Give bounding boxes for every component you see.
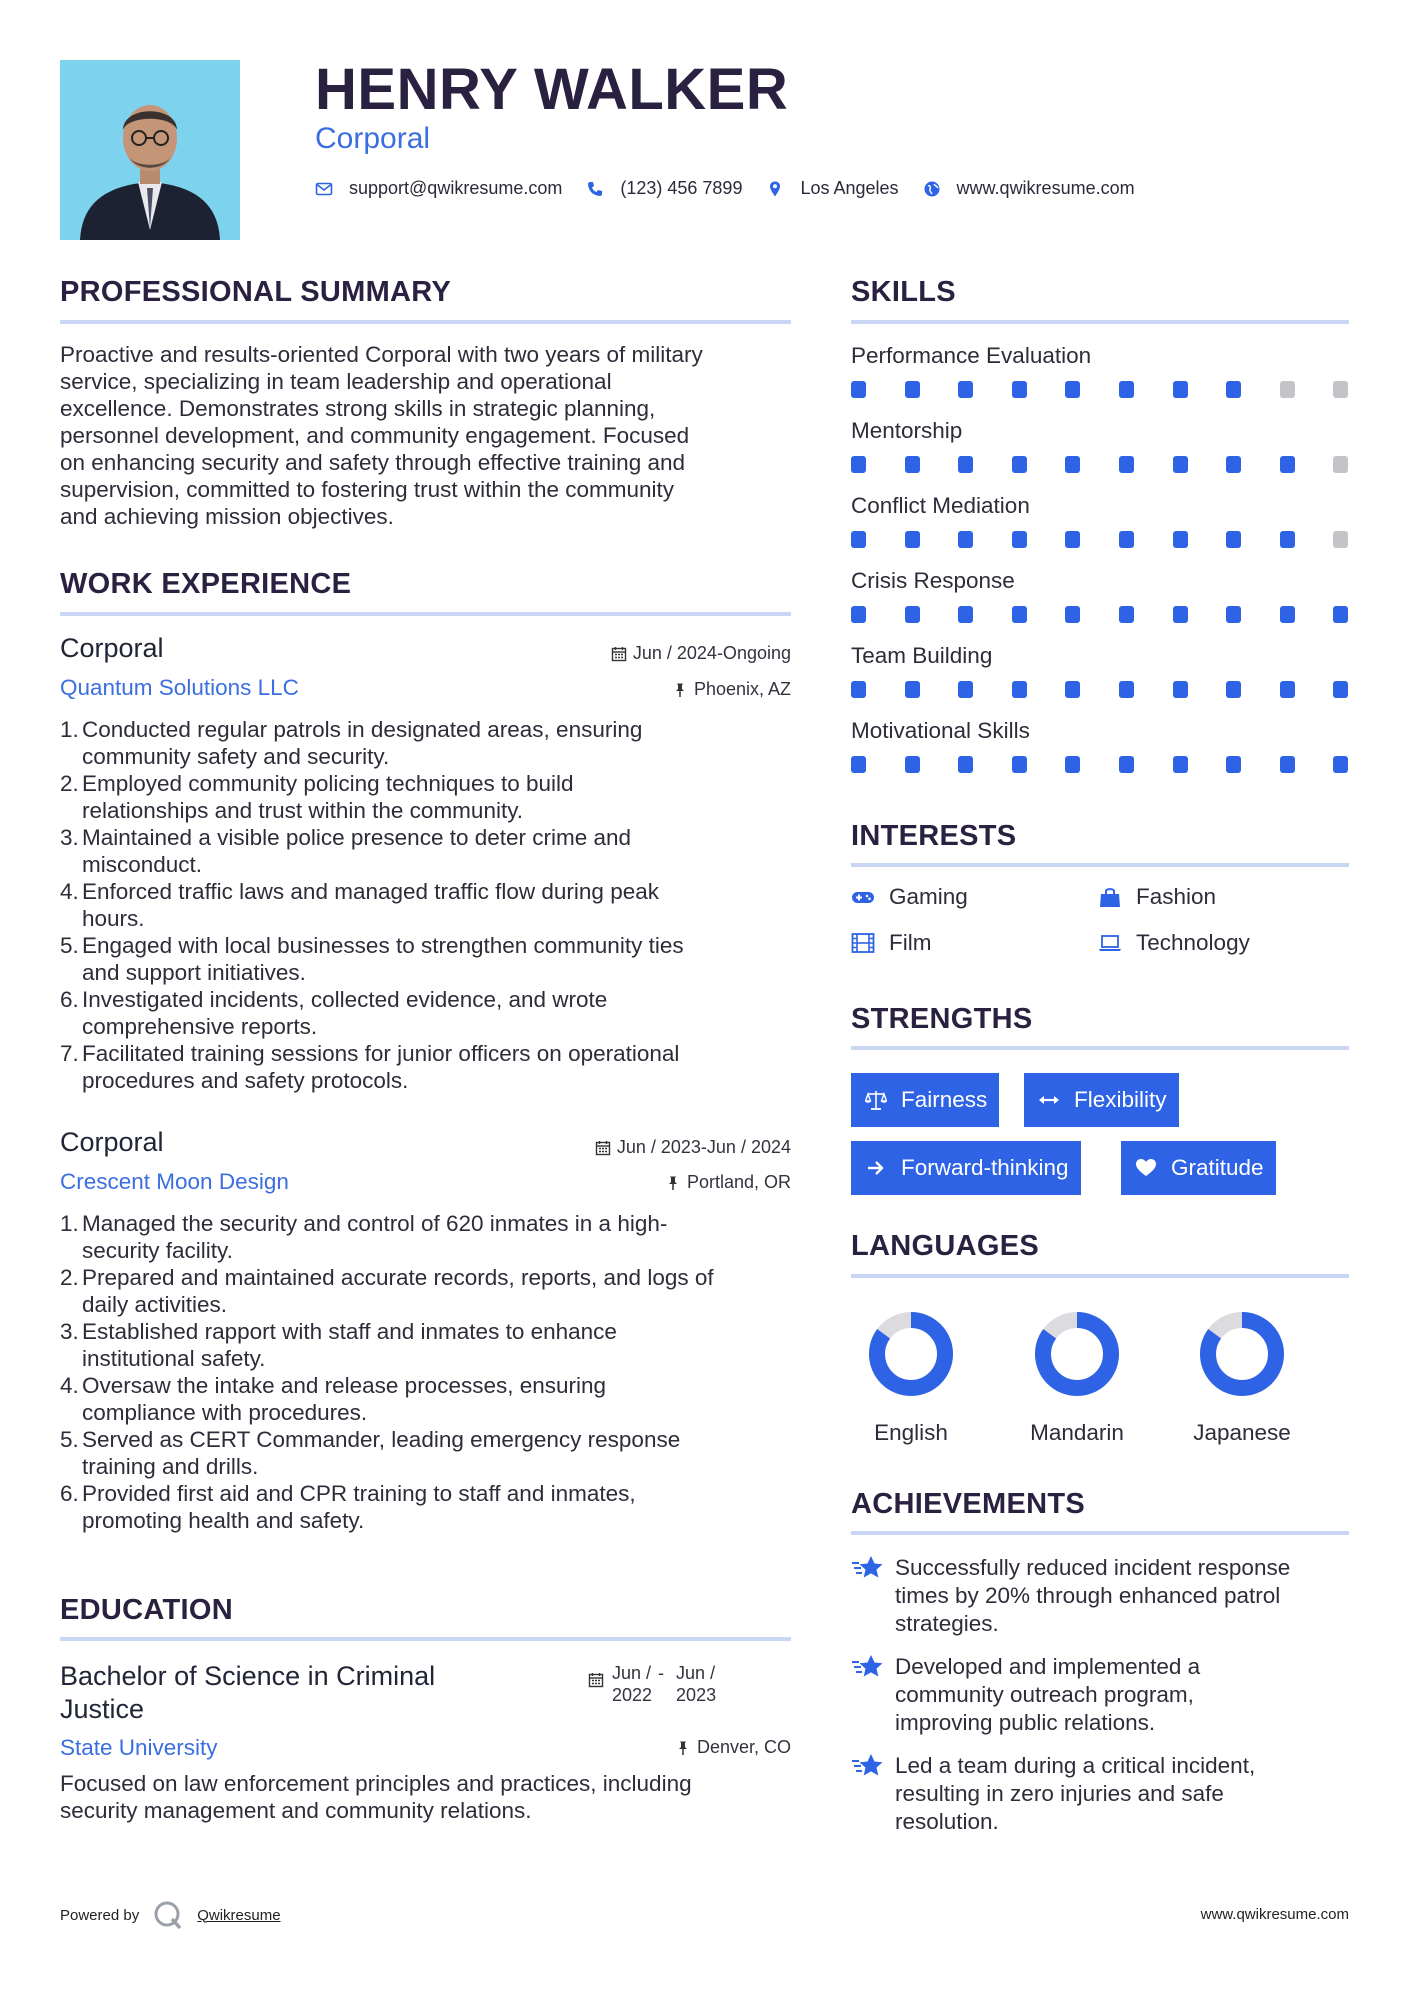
skill-level-dots [851,381,1348,398]
skill-dot-filled [1065,681,1080,698]
language-label: Japanese [1193,1420,1291,1445]
job-dates [595,1137,791,1158]
map-pin-icon [766,180,784,198]
skill-dot-filled [1065,531,1080,548]
job-title: Corporal [60,1127,164,1157]
summary-rule [60,320,791,324]
contact-location [766,178,898,199]
skill-dot-empty [1333,456,1348,473]
skill-label: Motivational Skills [851,718,1030,743]
summary-heading: PROFESSIONAL SUMMARY [60,276,452,308]
skill-dot-filled [1119,456,1134,473]
interest-label: Gaming [889,884,968,909]
skill-dot-filled [1226,681,1241,698]
strength-label: Flexibility [1074,1087,1167,1112]
candidate-name: HENRY WALKER [315,57,789,122]
skill-dot-filled [1065,381,1080,398]
summary-line: excellence. Demonstrates strong skills in strategic planning, [60,396,656,421]
skill-dot-filled [1119,531,1134,548]
strength-chip-flexibility [1024,1073,1179,1127]
education-start: Jun / 2022 [612,1663,653,1705]
achievement-line: Successfully reduced incident response [895,1555,1291,1580]
skill-level-dots [851,606,1348,623]
skill-dot-filled [905,756,920,773]
achievement-line: Developed and implemented a [895,1654,1201,1679]
interest-fashion [1098,884,1216,910]
skill-dot-filled [1333,606,1348,623]
skill-dot-filled [958,681,973,698]
languages-heading: LANGUAGES [851,1230,1039,1262]
education-dates [588,1662,716,1706]
skill-dot-filled [1012,531,1027,548]
qwikresume-link[interactable]: Qwikresume [197,1906,281,1924]
skill-dot-filled [1012,456,1027,473]
envelope-icon [315,180,333,198]
job-bullets [60,1210,795,1534]
interest-label: Technology [1136,930,1250,955]
language-donut [867,1310,955,1398]
shopping-bag-icon [1098,886,1122,908]
skill-dot-filled [1226,531,1241,548]
achievement-line: community outreach program, [895,1682,1194,1707]
skill-dot-filled [1333,681,1348,698]
skill-dot-filled [1173,531,1188,548]
strength-label: Gratitude [1171,1155,1264,1180]
achievement-line: Led a team during a critical incident, [895,1753,1256,1778]
summary-text [60,341,795,530]
gamepad-icon [851,886,875,908]
list-item: 6. Provided first aid and CPR training to staff and inmates, promoting health and safety. [60,1481,636,1533]
company-name[interactable]: Quantum Solutions LLC [60,675,299,700]
skill-dot-filled [851,681,866,698]
degree-line: Justice [60,1694,145,1724]
languages-rule [851,1274,1349,1278]
pushpin-icon [665,1175,681,1191]
skill-dot-empty [1333,381,1348,398]
skill-dot-filled [1333,756,1348,773]
achievement-line: improving public relations. [895,1710,1156,1735]
pushpin-icon [675,1740,691,1756]
star-icon [851,1752,885,1780]
strengths-heading: STRENGTHS [851,1003,1033,1035]
skill-dot-filled [851,381,866,398]
skill-dot-filled [1012,681,1027,698]
skill-dot-filled [1280,606,1295,623]
calendar-icon [595,1140,611,1156]
balance-scale-icon [865,1089,887,1111]
skill-dot-filled [1012,381,1027,398]
skill-dot-filled [1119,606,1134,623]
job-title: Corporal [60,633,164,663]
skill-label: Performance Evaluation [851,343,1092,368]
education-location [675,1737,791,1758]
interest-label: Film [889,930,932,955]
skill-dot-filled [851,756,866,773]
list-item: 3. Maintained a visible police presence to deter crime and misconduct. [60,825,632,877]
heart-icon [1135,1157,1157,1179]
contact-email-text: support@qwikresume.com [349,178,563,198]
education-date-separator: - [658,1663,665,1683]
footer-powered-by [60,1900,281,1930]
achievement-item [851,1653,1351,1737]
qwikresume-logo-icon [153,1900,183,1930]
list-item: 2. Prepared and maintained accurate records, reports, and logs of daily activities. [60,1265,714,1317]
interest-label: Fashion [1136,884,1217,909]
skill-dot-filled [1173,606,1188,623]
skill-level-dots [851,531,1348,548]
skill-level-dots [851,456,1348,473]
skills-rule [851,320,1349,324]
skill-label: Team Building [851,643,993,668]
language-label: Mandarin [1030,1420,1124,1445]
language-item [841,1310,981,1446]
skill-dot-filled [1012,606,1027,623]
interest-gaming [851,884,968,910]
skill-dot-filled [905,381,920,398]
summary-line: personnel development, and community engagement. Focused [60,423,690,448]
summary-line: on enhancing security and safety through effective training and [60,450,686,475]
job-location-text: Portland, OR [686,1172,791,1192]
skill-dot-filled [1280,456,1295,473]
education-desc-line: security management and community relations. [60,1798,532,1823]
strength-label: Forward-thinking [901,1155,1069,1180]
skill-dot-filled [958,456,973,473]
skill-dot-filled [958,531,973,548]
summary-line: Proactive and results-oriented Corporal with two years of military [60,342,703,367]
skill-dot-filled [1012,756,1027,773]
skill-dot-filled [1065,756,1080,773]
film-icon [851,932,875,954]
contact-website-text: www.qwikresume.com [956,178,1135,198]
education-end: Jun / 2023 [676,1663,717,1705]
contact-email[interactable] [315,178,562,199]
list-item: 6. Investigated incidents, collected evidence, and wrote comprehensive reports. [60,987,608,1039]
strength-chip-fairness [851,1073,999,1127]
skill-dot-empty [1333,531,1348,548]
list-item: 4. Enforced traffic laws and managed traffic flow during peak hours. [60,879,659,931]
experience-heading: WORK EXPERIENCE [60,568,352,600]
achievement-line: times by 20% through enhanced patrol [895,1583,1281,1608]
contact-website[interactable] [923,178,1135,199]
skill-dot-filled [905,456,920,473]
list-item: 2. Employed community policing techniques to build relationships and trust within the community. [60,771,574,823]
skill-dot-empty [1280,381,1295,398]
strength-chip-gratitude [1121,1141,1276,1195]
skill-dot-filled [905,681,920,698]
laptop-icon [1098,932,1122,954]
list-item: 3. Established rapport with staff and inmates to enhance institutional safety. [60,1319,617,1371]
skill-dot-filled [1119,381,1134,398]
skill-dot-filled [1226,456,1241,473]
language-donut [1033,1310,1121,1398]
achievements-heading: ACHIEVEMENTS [851,1488,1086,1520]
interests-heading: INTERESTS [851,820,1017,852]
interest-film [851,930,931,956]
arrow-right-icon [865,1157,887,1179]
arrows-horizontal-icon [1038,1089,1060,1111]
skill-level-dots [851,681,1348,698]
skill-dot-filled [1173,456,1188,473]
powered-by-text: Powered by [60,1906,140,1924]
job-location-text: Phoenix, AZ [693,679,791,699]
phone-icon [586,180,604,198]
interest-technology [1098,930,1250,956]
achievement-line: strategies. [895,1611,999,1636]
language-donut [1198,1310,1286,1398]
skill-dot-filled [1226,606,1241,623]
strength-chip-forward-thinking [851,1141,1081,1195]
profile-photo [60,60,240,240]
job-dates-text: Jun / 2023-Jun / 2024 [616,1137,791,1157]
footer-url[interactable]: www.qwikresume.com [1200,1906,1349,1923]
skill-dot-filled [1173,681,1188,698]
achievement-line: resolution. [895,1809,999,1834]
skill-dot-filled [905,531,920,548]
list-item: 5. Served as CERT Commander, leading emergency response training and drills. [60,1427,681,1479]
skill-dot-filled [958,756,973,773]
skill-label: Conflict Mediation [851,493,1030,518]
education-desc-line: Focused on law enforcement principles and practices, including [60,1771,692,1796]
experience-rule [60,612,791,616]
skill-dot-filled [1280,756,1295,773]
achievement-item [851,1752,1351,1836]
skill-dot-filled [1226,381,1241,398]
calendar-icon [611,646,627,662]
degree-line: Bachelor of Science in Criminal [60,1661,436,1691]
interests-rule [851,863,1349,867]
contact-location-text: Los Angeles [800,178,899,198]
job-location [665,1172,791,1193]
skill-dot-filled [958,381,973,398]
education-rule [60,1637,791,1641]
achievement-item [851,1554,1351,1638]
skill-dot-filled [851,606,866,623]
contact-phone[interactable] [586,178,742,199]
skill-dot-filled [1173,381,1188,398]
job-dates-text: Jun / 2024-Ongoing [632,643,791,663]
contact-bar [315,178,1159,199]
skill-dot-filled [1065,456,1080,473]
skill-dot-filled [1280,531,1295,548]
achievements-rule [851,1531,1349,1535]
strengths-rule [851,1046,1349,1050]
star-icon [851,1554,885,1582]
list-item: 1. Conducted regular patrols in designated areas, ensuring community safety and security. [60,717,643,769]
education-location-text: Denver, CO [696,1737,791,1757]
skill-dot-filled [958,606,973,623]
skill-dot-filled [1226,756,1241,773]
skill-label: Mentorship [851,418,963,443]
summary-line: service, specializing in team leadership and operational [60,369,612,394]
achievement-line: resulting in zero injuries and safe [895,1781,1224,1806]
skill-label: Crisis Response [851,568,1015,593]
list-item: 1. Managed the security and control of 620 inmates in a high- security facility. [60,1211,668,1263]
globe-icon [923,180,941,198]
summary-line: supervision, committed to fostering trust within the community [60,477,674,502]
skill-level-dots [851,756,1348,773]
language-item [1172,1310,1312,1446]
language-label: English [874,1420,948,1445]
skill-dot-filled [1173,756,1188,773]
list-item: 5. Engaged with local businesses to strengthen community ties and support initiatives. [60,933,684,985]
education-heading: EDUCATION [60,1594,233,1626]
language-item [1007,1310,1147,1446]
school-name[interactable]: State University [60,1735,218,1760]
job-dates [611,643,791,664]
skill-dot-filled [851,531,866,548]
strength-label: Fairness [901,1087,988,1112]
skill-dot-filled [1119,681,1134,698]
star-icon [851,1653,885,1681]
skill-dot-filled [905,606,920,623]
calendar-icon [588,1672,604,1688]
list-item: 7. Facilitated training sessions for junior officers on operational procedures and safety protocols. [60,1041,680,1093]
skill-dot-filled [851,456,866,473]
company-name[interactable]: Crescent Moon Design [60,1169,289,1194]
list-item: 4. Oversaw the intake and release processes, ensuring compliance with procedures. [60,1373,607,1425]
job-location [672,679,791,700]
education-description [60,1770,795,1824]
candidate-title: Corporal [315,122,431,155]
skill-dot-filled [1119,756,1134,773]
skill-dot-filled [1065,606,1080,623]
skills-heading: SKILLS [851,276,956,308]
job-bullets [60,716,795,1094]
summary-line: and achieving mission objectives. [60,504,394,529]
contact-phone-text: (123) 456 7899 [620,178,743,198]
degree-title [60,1660,435,1726]
skill-dot-filled [1280,681,1295,698]
pushpin-icon [672,682,688,698]
